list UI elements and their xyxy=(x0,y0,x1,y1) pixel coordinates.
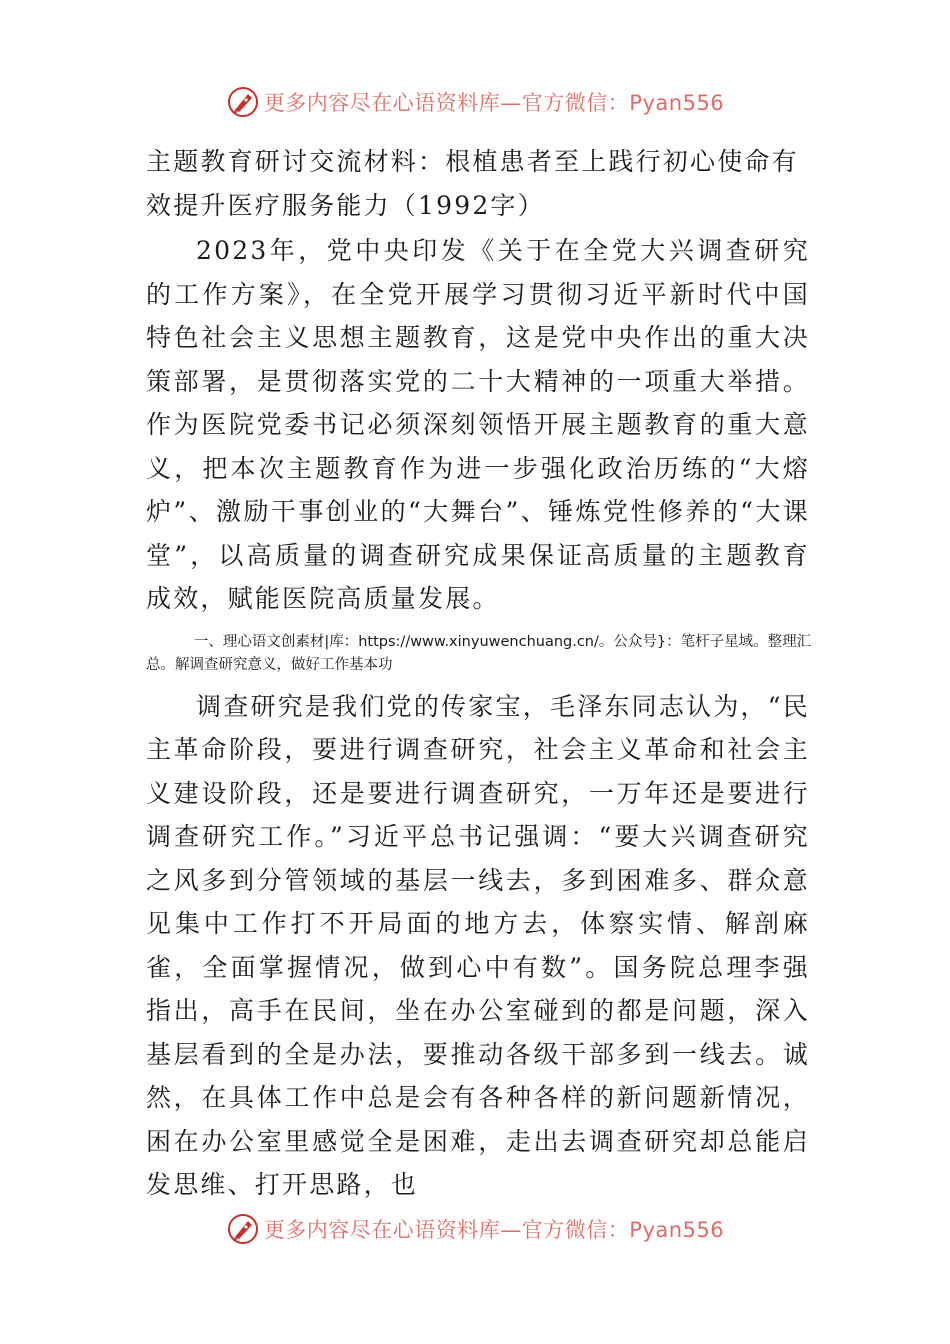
document-body xyxy=(146,140,810,1207)
pen-nib-logo-icon xyxy=(226,85,260,119)
paragraph-intro: 2023年，党中央印发《关于在全党大兴调查研究的工作方案》，在全党开展学习贯彻习近平新时代中国特色社会主义思想主题教育，这是党中央作出的重大决策部署，是贯彻落实党的二十大精神的一项重大举措。作为医院党委书记必须深刻领悟开展主题教育的重大意义，把本次主题教育作为进一步强化政治历练的“大熔炉”、激励干事创业的“大舞台”、锤炼党性修养的“大课堂”，以高质量的调查研究成果保证高质量的主题教育成效，赋能医院高质量发展。 xyxy=(146,236,810,613)
pen-nib-logo-icon xyxy=(226,1212,260,1246)
header-banner xyxy=(0,80,950,124)
footer-banner-text: 更多内容尽在心语资料库—官方微信：Pyan556 xyxy=(263,1218,725,1242)
paragraph-research: 调查研究是我们党的传家宝，毛泽东同志认为，“民主革命阶段，要进行调查研究，社会主义革命和社会主义建设阶段，还是要进行调查研究，一万年还是要进行调查研究工作。”习近平总书记强调：“要大兴调查研究之风多到分管领域的基层一线去，多到困难多、群众意见集中工作打不开局面的地方去，体察实情、解剖麻雀，全面掌握情况，做到心中有数”。国务院总理李强指出，高手在民间，坐在办公室碰到的都是问题，深入基层看到的全是办法，要推动各级干部多到一线去。诚然，在具体工作中总是会有各种各样的新问题新情况，困在办公室里感觉全是困难，走出去调查研究却总能启发思维、打开思路，也 xyxy=(146,691,810,1199)
footer-banner xyxy=(0,1207,950,1251)
header-banner-text: 更多内容尽在心语资料库—官方微信：Pyan556 xyxy=(263,91,725,115)
section-heading: 一、理心语文创素材|库：https://www.xinyuwenchuang.cn/。公众号}：笔杆子星域。整理汇总。解调查研究意义，做好工作基本功 xyxy=(146,633,812,673)
document-title: 主题教育研讨交流材料：根植患者至上践行初心使命有效提升医疗服务能力（1992字） xyxy=(146,147,799,220)
